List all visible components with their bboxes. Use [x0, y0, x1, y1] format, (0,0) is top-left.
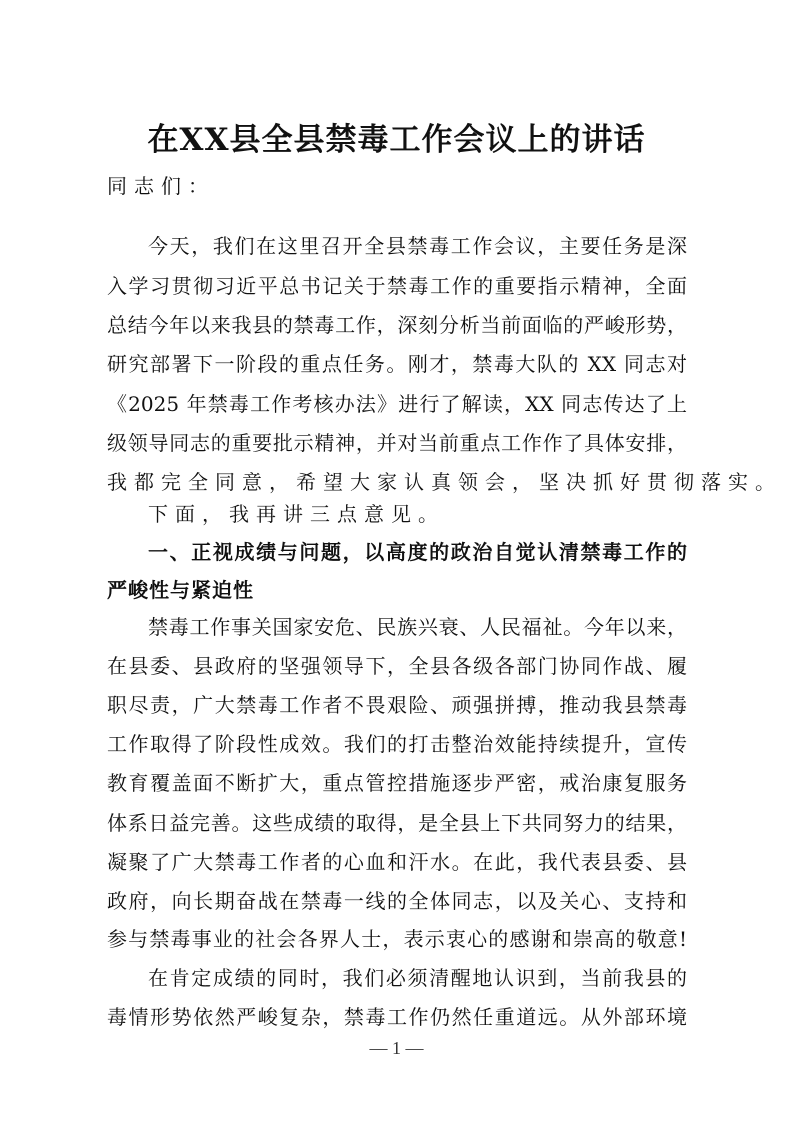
text-line: 我都完全同意，希望大家认真领会，坚决抓好贯彻落实。	[107, 470, 782, 494]
text-line: 体系日益完善。这些成绩的取得，是全县上下共同努力的结果，	[107, 811, 687, 835]
text-line: 级领导同志的重要批示精神，并对当前重点工作作了具体安排，	[107, 431, 687, 455]
text-line: 今天，我们在这里召开全县禁毒工作会议，主要任务是深	[148, 234, 687, 258]
section-heading: 严峻性与紧迫性	[107, 578, 254, 602]
text-line: 职尽责，广大禁毒工作者不畏艰险、顽强拼搏，推动我县禁毒	[107, 693, 687, 717]
text-line: 在肯定成绩的同时，我们必须清醒地认识到，当前我县的	[148, 966, 687, 990]
text-line: 研究部署下一阶段的重点任务。刚才，禁毒大队的 XX 同志对	[107, 352, 687, 376]
text-line: 凝聚了广大禁毒工作者的心血和汗水。在此，我代表县委、县	[107, 850, 687, 874]
text-line: 毒情形势依然严峻复杂，禁毒工作仍然任重道远。从外部环境	[107, 1005, 687, 1029]
text-line: 参与禁毒事业的社会各界人士，表示衷心的感谢和崇高的敬意!	[107, 927, 687, 951]
text-line: 下面，我再讲三点意见。	[148, 502, 445, 526]
text-line: 禁毒工作事关国家安危、民族兴衰、人民福祉。今年以来，	[148, 615, 687, 639]
salutation: 同志们：	[107, 174, 215, 198]
page-number: — 1 —	[369, 1038, 424, 1058]
text-line: 工作取得了阶段性成效。我们的打击整治效能持续提升，宣传	[107, 732, 687, 756]
document-title: 在XX县全县禁毒工作会议上的讲话	[147, 122, 646, 158]
text-line: 在县委、县政府的坚强领导下，全县各级各部门协同作战、履	[107, 654, 687, 678]
text-line: 总结今年以来我县的禁毒工作，深刻分析当前面临的严峻形势，	[107, 313, 687, 337]
text-line: 政府，向长期奋战在禁毒一线的全体同志，以及关心、支持和	[107, 889, 687, 913]
text-line: 《2025 年禁毒工作考核办法》进行了解读，XX 同志传达了上	[107, 392, 687, 416]
section-heading: 一、正视成绩与问题，以高度的政治自觉认清禁毒工作的	[148, 540, 687, 564]
text-line: 入学习贯彻习近平总书记关于禁毒工作的重要指示精神，全面	[107, 274, 687, 298]
text-line: 教育覆盖面不断扩大，重点管控措施逐步严密，戒治康复服务	[107, 771, 687, 795]
